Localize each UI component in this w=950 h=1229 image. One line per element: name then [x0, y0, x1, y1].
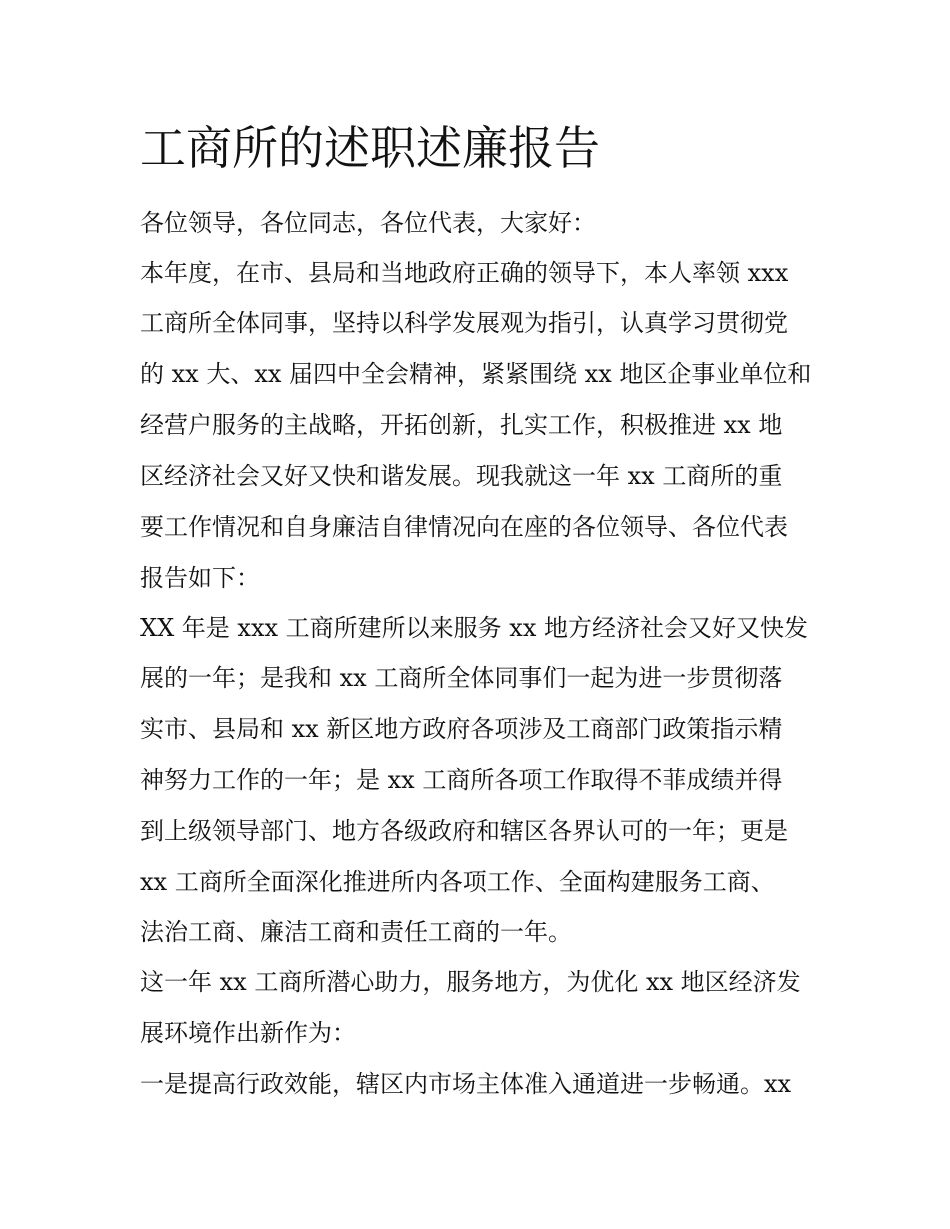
paragraph-line: 法治工商、廉洁工商和责任工商的一年。	[140, 918, 572, 946]
paragraph-line: 区经济社会又好又快和谐发展。现我就这一年 xx 工商所的重	[140, 462, 783, 490]
document-title: 工商所的述职述廉报告	[140, 121, 600, 175]
paragraph-line: 这一年 xx 工商所潜心助力，服务地方，为优化 xx 地区经济发	[140, 968, 801, 996]
paragraph-line: xx 工商所全面深化推进所内各项工作、全面构建服务工商、	[140, 868, 775, 896]
paragraph-line: XX 年是 xxx 工商所建所以来服务 xx 地方经济社会又好又快发	[140, 614, 808, 642]
paragraph-line: 一是提高行政效能，辖区内市场主体准入通道进一步畅通。xx	[140, 1070, 792, 1098]
paragraph-line: 神努力工作的一年；是 xx 工商所各项工作取得不菲成绩并得	[140, 766, 783, 794]
paragraph-line: 实市、县局和 xx 新区地方政府各项涉及工商部门政策指示精	[140, 715, 783, 743]
paragraph-line: 报告如下：	[140, 564, 260, 592]
paragraph-line: 展的一年；是我和 xx 工商所全体同事们一起为进一步贯彻落	[140, 664, 783, 692]
paragraph-line: 本年度，在市、县局和当地政府正确的领导下，本人率领 xxx	[140, 259, 789, 287]
paragraph-line: 要工作情况和自身廉洁自律情况向在座的各位领导、各位代表	[140, 513, 788, 541]
paragraph-line: 的 xx 大、xx 届四中全会精神，紧紧围绕 xx 地区企事业单位和	[140, 360, 812, 388]
paragraph-line: 各位领导，各位同志，各位代表，大家好：	[140, 209, 596, 237]
paragraph-line: 工商所全体同事，坚持以科学发展观为指引，认真学习贯彻党	[140, 309, 788, 337]
paragraph-line: 到上级领导部门、地方各级政府和辖区各界认可的一年；更是	[140, 817, 788, 845]
paragraph-line: 经营户服务的主战略，开拓创新，扎实工作，积极推进 xx 地	[140, 411, 783, 439]
paragraph-line: 展环境作出新作为：	[140, 1019, 356, 1047]
